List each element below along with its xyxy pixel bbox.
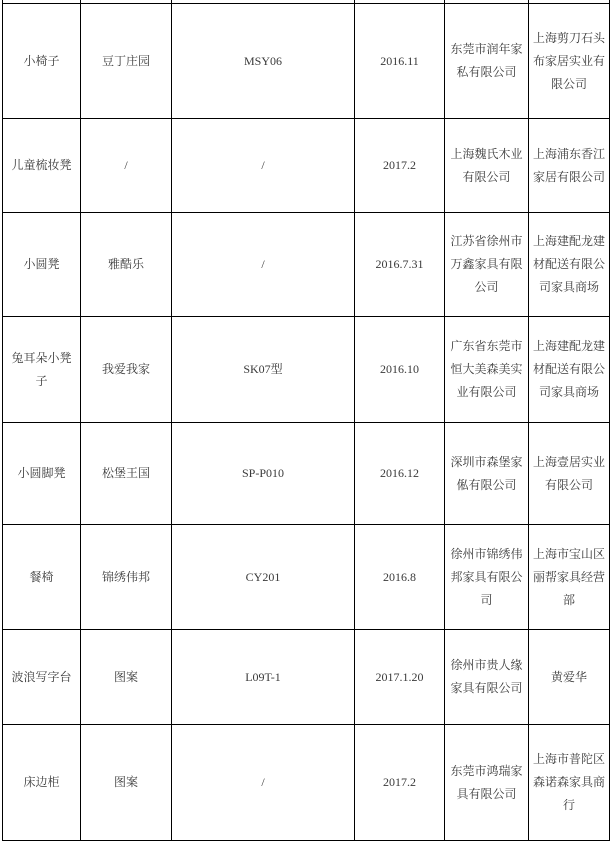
cell-manufacturer: 东莞市润年家私有限公司 bbox=[445, 4, 529, 119]
cell-manufacturer: 江苏省徐州市万鑫家具有限公司 bbox=[445, 213, 529, 317]
cell-seller: 上海浦东香江家居有限公司 bbox=[529, 119, 610, 213]
cell-product-name: 兔耳朵小凳子 bbox=[3, 317, 81, 423]
cell-manufacturer: 深圳市森堡家俬有限公司 bbox=[445, 423, 529, 525]
cell-seller: 上海建配龙建材配送有限公司家具商场 bbox=[529, 317, 610, 423]
cell-date: 2016.8 bbox=[355, 525, 445, 630]
table-row bbox=[3, 725, 610, 841]
cell-manufacturer: 东莞市鸿瑞家具有限公司 bbox=[445, 725, 529, 841]
cell-product-name: 波浪写字台 bbox=[3, 630, 81, 725]
cell-date: 2016.10 bbox=[355, 317, 445, 423]
cell-date: 2017.2 bbox=[355, 119, 445, 213]
table-row bbox=[3, 317, 610, 423]
cell-seller: 上海剪刀石头布家居实业有限公司 bbox=[529, 4, 610, 119]
cell-model: SP-P010 bbox=[172, 423, 355, 525]
cell-model: / bbox=[172, 119, 355, 213]
table-row bbox=[3, 119, 610, 213]
cell-brand: 图案 bbox=[81, 630, 172, 725]
cell-manufacturer: 徐州市锦绣伟邦家具有限公司 bbox=[445, 525, 529, 630]
table-row bbox=[3, 4, 610, 119]
cell-date: 2017.1.20 bbox=[355, 630, 445, 725]
cell-model: SK07型 bbox=[172, 317, 355, 423]
cell-model: CY201 bbox=[172, 525, 355, 630]
cell-brand: 我爱我家 bbox=[81, 317, 172, 423]
cell-product-name: 儿童梳妆凳 bbox=[3, 119, 81, 213]
cell-seller: 上海市普陀区森诺森家具商行 bbox=[529, 725, 610, 841]
cell-date: 2017.2 bbox=[355, 725, 445, 841]
cell-product-name: 餐椅 bbox=[3, 525, 81, 630]
cell-product-name: 小圆脚凳 bbox=[3, 423, 81, 525]
cell-product-name: 小椅子 bbox=[3, 4, 81, 119]
cell-manufacturer: 徐州市贵人缘家具有限公司 bbox=[445, 630, 529, 725]
cell-model: L09T-1 bbox=[172, 630, 355, 725]
cell-model: / bbox=[172, 725, 355, 841]
table-row bbox=[3, 423, 610, 525]
table-row bbox=[3, 630, 610, 725]
cell-brand: 图案 bbox=[81, 725, 172, 841]
cell-seller: 上海壹居实业有限公司 bbox=[529, 423, 610, 525]
cell-brand: 雅酷乐 bbox=[81, 213, 172, 317]
cell-date: 2016.12 bbox=[355, 423, 445, 525]
cell-date: 2016.11 bbox=[355, 4, 445, 119]
cell-date: 2016.7.31 bbox=[355, 213, 445, 317]
cell-product-name: 床边柜 bbox=[3, 725, 81, 841]
table-row bbox=[3, 525, 610, 630]
cell-brand: / bbox=[81, 119, 172, 213]
cell-model: / bbox=[172, 213, 355, 317]
furniture-inspection-table bbox=[2, 0, 610, 841]
cell-product-name: 小圆凳 bbox=[3, 213, 81, 317]
cell-brand: 豆丁庄园 bbox=[81, 4, 172, 119]
cell-model: MSY06 bbox=[172, 4, 355, 119]
cell-brand: 松堡王国 bbox=[81, 423, 172, 525]
cell-seller: 黄爱华 bbox=[529, 630, 610, 725]
cell-seller: 上海建配龙建材配送有限公司家具商场 bbox=[529, 213, 610, 317]
cell-manufacturer: 广东省东莞市恒大美森美实业有限公司 bbox=[445, 317, 529, 423]
table-row bbox=[3, 213, 610, 317]
cell-brand: 锦绣伟邦 bbox=[81, 525, 172, 630]
cell-manufacturer: 上海魏氏木业有限公司 bbox=[445, 119, 529, 213]
cell-seller: 上海市宝山区丽帮家具经营部 bbox=[529, 525, 610, 630]
